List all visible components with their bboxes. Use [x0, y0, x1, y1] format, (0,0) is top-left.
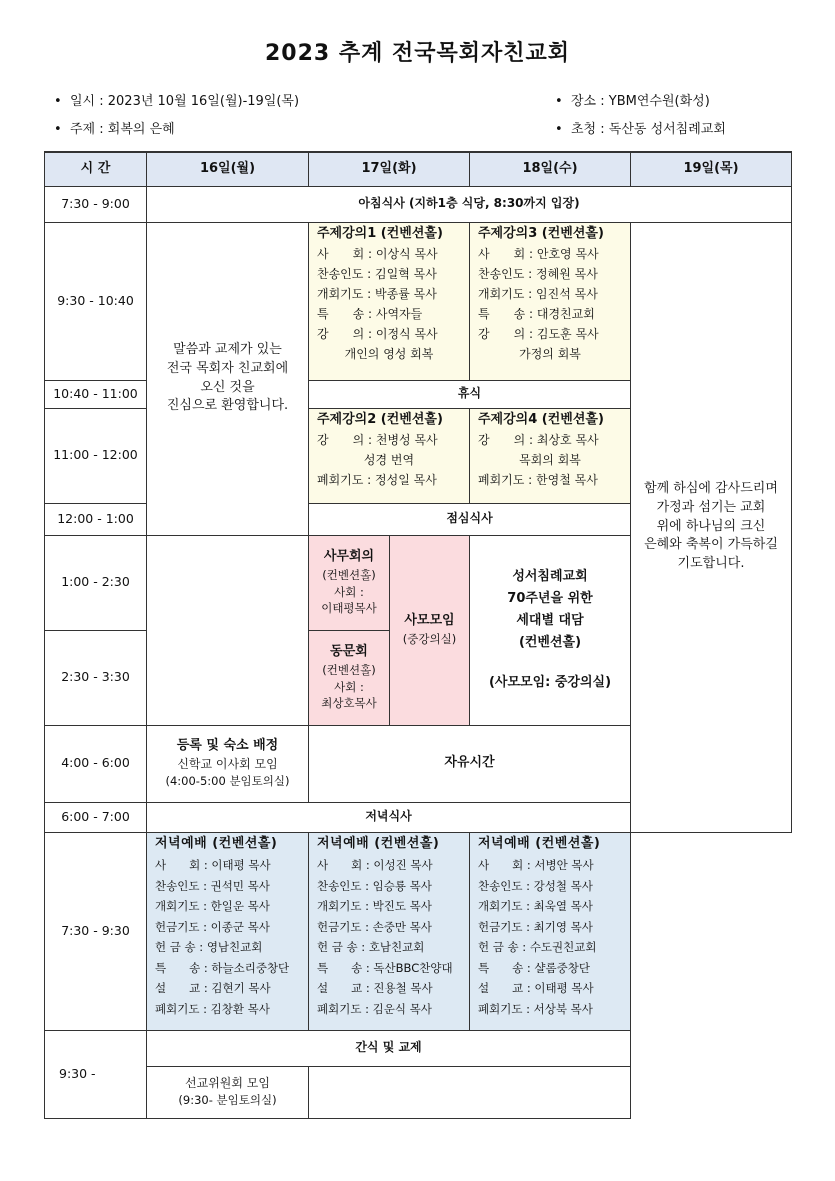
header-time: 시 간 [45, 152, 147, 186]
info-host [555, 118, 726, 137]
info-date [54, 90, 299, 109]
lecture-topic: 목회의 회복 [519, 453, 581, 468]
bullet: • [555, 94, 563, 109]
time-slot: 1:00 - 2:30 [45, 535, 147, 630]
alumni-host: 최상호목사 [321, 696, 377, 711]
time-slot: 2:30 - 3:30 [45, 630, 147, 725]
business-host: 이태평목사 [321, 601, 377, 616]
worship-row: 폐회기도 : 서상북 목사 [478, 1001, 593, 1016]
worship-title: 저녁예배 (컨벤션홀) [478, 835, 601, 851]
thanks-line: 기도합니다. [677, 556, 745, 572]
info-place [555, 90, 710, 109]
lecture-title: 주제강의4 (컨벤션홀) [478, 411, 604, 427]
alumni-place: (컨벤션홀) [322, 662, 376, 677]
worship-row: 개회기도 : 박진도 목사 [317, 899, 432, 914]
time-slot: 7:30 - 9:30 [45, 832, 147, 1030]
lecture-row: 사 회 : 이상식 목사 [317, 247, 438, 262]
header-day16: 16일(월) [147, 152, 309, 186]
anniversary-line: 70주년을 위한 [507, 591, 593, 606]
bullet: • [54, 94, 62, 109]
worship-row: 개회기도 : 한일운 목사 [155, 899, 270, 914]
header-day17: 17일(화) [309, 152, 470, 186]
time-slot: 6:00 - 7:00 [45, 802, 147, 832]
welcome-line: 전국 목회자 친교회에 [166, 360, 289, 376]
worship18-cell [470, 832, 631, 1030]
registration-line: (4:00-5:00 분임토의실) [165, 774, 290, 789]
worship-row: 특 송 : 샬롬중창단 [478, 960, 590, 975]
time-slot: 12:00 - 1:00 [45, 503, 147, 535]
anniversary-line: 세대별 대담 [516, 613, 584, 628]
worship-title: 저녁예배 (컨벤션홀) [155, 835, 278, 851]
dinner-cell: 저녁식사 [147, 802, 631, 832]
alumni-meeting-cell [309, 630, 390, 725]
lecture-row: 특 송 : 사역자들 [317, 307, 423, 322]
worship-row: 사 회 : 서병안 목사 [478, 858, 594, 873]
lecture-title: 주제강의1 (컨벤션홀) [317, 225, 443, 241]
registration-line: 신학교 이사회 모임 [177, 756, 278, 771]
header-day19: 19일(목) [631, 152, 792, 186]
worship-row: 특 송 : 하늘소리중창단 [155, 960, 290, 975]
anniversary-line: (사모모임: 중강의실) [488, 675, 612, 690]
late-empty-cell [309, 1066, 631, 1118]
lecture2-cell [309, 408, 470, 503]
lecture-topic: 가정의 회복 [519, 347, 581, 362]
thanks-line: 위에 하나님의 크신 [656, 518, 766, 534]
worship16-cell [147, 832, 309, 1030]
worship-row: 찬송인도 : 임승룡 목사 [317, 878, 432, 893]
registration-cell [147, 725, 309, 802]
worship-row: 헌금기도 : 손중만 목사 [317, 919, 432, 934]
lecture3-cell [470, 222, 631, 380]
time-slot: 10:40 - 11:00 [45, 380, 147, 408]
lecture-row: 강 의 : 최상호 목사 [478, 433, 599, 448]
time-slot: 11:00 - 12:00 [45, 408, 147, 503]
breakfast-cell: 아침식사 (지하1층 식당, 8:30까지 입장) [147, 186, 792, 222]
welcome-line: 오신 것을 [200, 379, 255, 395]
mission-cell [147, 1066, 309, 1118]
anniversary-line: 성서침례교회 [512, 569, 588, 584]
worship-title: 저녁예배 (컨벤션홀) [317, 835, 440, 851]
alumni-host-label: 사회 : [334, 679, 364, 694]
anniversary-cell [470, 535, 631, 725]
lecture-topic: 개인의 영성 회복 [344, 347, 434, 362]
lecture-row: 폐회기도 : 정성일 목사 [317, 473, 437, 488]
lunch-cell: 점심식사 [309, 503, 631, 535]
worship-row: 헌금기도 : 최기영 목사 [478, 919, 593, 934]
registration-line: 등록 및 숙소 배정 [176, 738, 279, 754]
worship-row: 사 회 : 이성진 목사 [317, 858, 433, 873]
worship-row: 특 송 : 독산BBC찬양대 [317, 960, 453, 975]
alumni-title: 동문회 [330, 644, 368, 660]
mission-line: (9:30- 분임토의실) [178, 1093, 277, 1108]
worship-row: 찬송인도 : 강성철 목사 [478, 878, 593, 893]
lecture4-cell [470, 408, 631, 503]
info-theme [54, 118, 175, 137]
lecture-row: 강 의 : 이정식 목사 [317, 327, 438, 342]
page-title: 2023 추계 전국목회자친교회 [264, 41, 571, 66]
welcome-line: 말씀과 교제가 있는 [173, 341, 282, 357]
worship-row: 헌 금 송 : 영남친교회 [155, 940, 263, 955]
thanks-line: 은혜와 축복이 가득하길 [644, 537, 778, 553]
lecture-topic: 성경 번역 [363, 453, 415, 468]
business-meeting-cell [309, 535, 390, 630]
lecture-row: 강 의 : 천병성 목사 [317, 433, 438, 448]
bullet: • [555, 122, 563, 137]
thanks-line: 함께 하심에 감사드리며 [644, 480, 778, 496]
lecture-row: 특 송 : 대경친교회 [478, 307, 595, 322]
worship-row: 헌 금 송 : 수도권친교회 [478, 940, 597, 955]
worship-row: 사 회 : 이태평 목사 [155, 858, 271, 873]
lecture-row: 사 회 : 안호영 목사 [478, 247, 599, 262]
mission-line: 선교위원회 모임 [185, 1075, 270, 1090]
wives-meeting-cell [390, 535, 470, 725]
snack-cell: 간식 및 교제 [147, 1030, 631, 1066]
worship-row: 설 교 : 진용철 목사 [317, 981, 433, 996]
worship-row: 폐회기도 : 김창환 목사 [155, 1001, 270, 1016]
business-host-label: 사회 : [334, 584, 364, 599]
lecture-row: 찬송인도 : 김일혁 목사 [317, 267, 437, 282]
time-slot: 7:30 - 9:00 [45, 186, 147, 222]
lecture-row: 폐회기도 : 한영철 목사 [478, 473, 598, 488]
lecture-row: 개회기도 : 박종률 목사 [317, 287, 437, 302]
anniversary-line: (컨벤션홀) [518, 635, 582, 650]
lecture-row: 강 의 : 김도훈 목사 [478, 327, 599, 342]
header-day18: 18일(수) [470, 152, 631, 186]
worship-row: 설 교 : 이태평 목사 [478, 981, 594, 996]
time-slot: 9:30 - [45, 1030, 147, 1118]
wives-place: (중강의실) [402, 632, 457, 647]
lecture-row: 개회기도 : 임진석 목사 [478, 287, 598, 302]
thanks-line: 가정과 섬기는 교회 [656, 499, 766, 515]
theme-text: 주제 : 회복의 은혜 [70, 122, 175, 137]
worship-row: 개회기도 : 최욱열 목사 [478, 899, 593, 914]
thanks-cell [631, 222, 792, 832]
lecture-title: 주제강의2 (컨벤션홀) [317, 411, 443, 427]
schedule-table [44, 151, 792, 1119]
worship-row: 찬송인도 : 권석민 목사 [155, 878, 270, 893]
worship-row: 헌금기도 : 이종군 목사 [155, 919, 270, 934]
host-text: 초청 : 독산동 성서침례교회 [571, 122, 726, 137]
wives-title: 사모모임 [404, 613, 455, 629]
welcome-line: 진심으로 환영합니다. [166, 398, 289, 414]
place-text: 장소 : YBM연수원(화성) [571, 94, 710, 109]
free-time-cell: 자유시간 [309, 725, 631, 802]
day16-afternoon-empty [147, 535, 309, 725]
business-title: 사무회의 [323, 549, 375, 565]
lecture-title: 주제강의3 (컨벤션홀) [478, 225, 604, 241]
time-slot: 4:00 - 6:00 [45, 725, 147, 802]
lecture-row: 찬송인도 : 정혜원 목사 [478, 267, 598, 282]
worship-row: 헌 금 송 : 호남친교회 [317, 940, 425, 955]
date-text: 일시 : 2023년 10월 16일(월)-19일(목) [70, 94, 300, 109]
worship-row: 폐회기도 : 김운식 목사 [317, 1001, 432, 1016]
welcome-cell [147, 222, 309, 535]
worship-row: 설 교 : 김현기 목사 [155, 981, 271, 996]
bullet: • [54, 122, 62, 137]
break-cell: 휴식 [309, 380, 631, 408]
worship17-cell [309, 832, 470, 1030]
lecture1-cell [309, 222, 470, 380]
business-place: (컨벤션홀) [322, 567, 376, 582]
time-slot: 9:30 - 10:40 [45, 222, 147, 380]
